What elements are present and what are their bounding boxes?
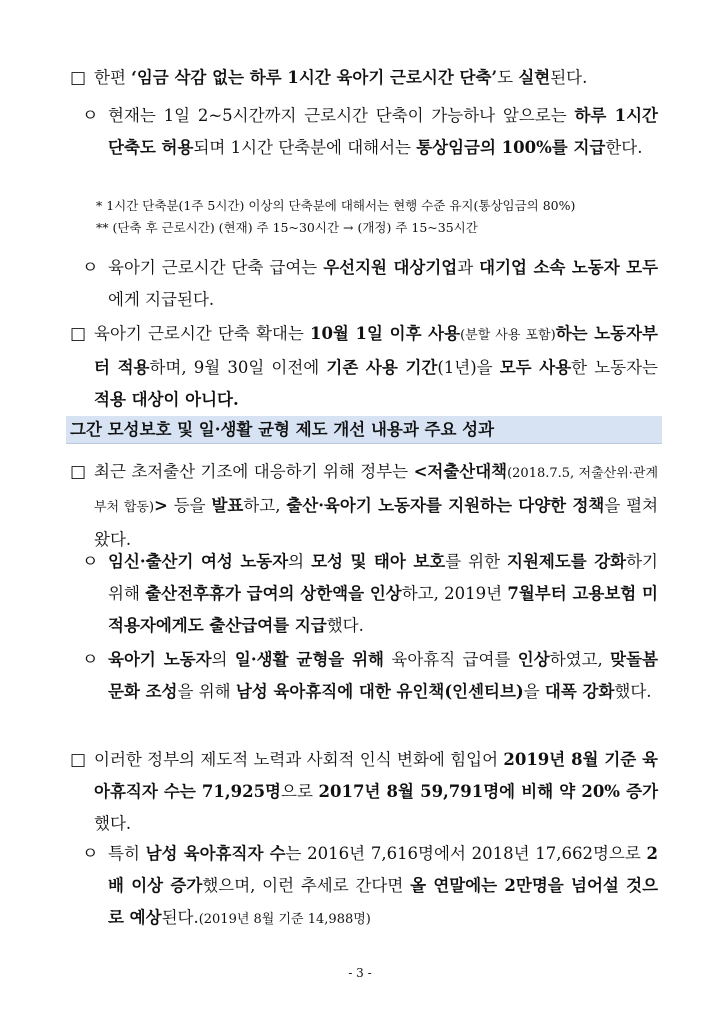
paragraph-application-scope: □ 육아기 근로시간 단축 확대는 10월 1일 이후 사용(분할 사용 포함)하는 노동자부터 적용하며, 9월 30일 이전에 기존 사용 기간(1년)을 모두 사용한 노동자는 적용 대상이 아니다. — [70, 318, 658, 416]
paragraph-male-leave-trend: ㅇ 특히 남성 육아휴직자 수는 2016년 7,616명에서 2018년 17,662명으로 2배 이상 증가했으며, 이런 추세로 간다면 올 연말에는 2만명을 넘어설 것으로 예상된다.(2019년 8월 기준 14,988명) — [82, 838, 658, 936]
paragraph-maternity-support: ㅇ 임신·출산기 여성 노동자의 모성 및 태아 보호를 위한 지원제도를 강화하기 위해 출산전후휴가 급여의 상한액을 인상하고, 2019년 7월부터 고용보험 미적용자에게도 출산급여를 지급했다. — [82, 546, 658, 642]
footnote-working-hours: ** (단축 후 근로시간) (현재) 주 15~30시간 → (개정) 주 15~35시간 — [96, 220, 478, 235]
paragraph-one-hour-reduction: ㅇ 현재는 1일 2~5시간까지 근로시간 단축이 가능하나 앞으로는 하루 1시간 단축도 허용되며 1시간 단축분에 대해서는 통상임금의 100%를 지급한다. — [82, 100, 658, 164]
circle-bullet: ㅇ — [82, 844, 99, 864]
footnote-reduction: * 1시간 단축분(1주 5시간) 이상의 단축분에 대해서는 현행 수준 유지(통상임금의 80%) — [96, 198, 576, 213]
square-bullet: □ — [70, 324, 87, 344]
circle-bullet: ㅇ — [82, 106, 99, 126]
paragraph-leave-statistics: □ 이러한 정부의 제도적 노력과 사회적 인식 변화에 힘입어 2019년 8월 기준 육아휴직자 수는 71,925명으로 2017년 8월 59,791명에 비해 약 20% 증가했다. — [70, 744, 658, 840]
paragraph-low-birth-policy: □ 최근 초저출산 기조에 대응하기 위해 정부는 <저출산대책(2018.7.5, 저출산위·관계부처 합동)> 등을 발표하고, 출산·육아기 노동자를 지원하는 다양한 정책을 펼쳐왔다. — [70, 456, 658, 556]
circle-bullet: ㅇ — [82, 552, 99, 572]
circle-bullet: ㅇ — [82, 258, 99, 278]
square-bullet: □ — [70, 462, 87, 482]
paragraph-benefit-recipients: ㅇ 육아기 근로시간 단축 급여는 우선지원 대상기업과 대기업 소속 노동자 모두에게 지급된다. — [82, 252, 658, 316]
square-bullet: □ — [70, 68, 87, 88]
square-bullet: □ — [70, 750, 87, 770]
circle-bullet: ㅇ — [82, 650, 99, 670]
paragraph-wage-cut-free: □ 한편 ‘임금 삭감 없는 하루 1시간 육아기 근로시간 단축’도 실현된다. — [70, 62, 658, 94]
paragraph-parental-leave-incentive: ㅇ 육아기 노동자의 일·생활 균형을 위해 육아휴직 급여를 인상하였고, 맞돌봄 문화 조성을 위해 남성 육아휴직에 대한 유인책(인센티브)을 대폭 강화했다. — [82, 644, 658, 708]
page-number: - 3 - — [348, 966, 372, 980]
section-heading: 그간 모성보호 및 일·생활 균형 제도 개선 내용과 주요 성과 — [66, 416, 662, 444]
